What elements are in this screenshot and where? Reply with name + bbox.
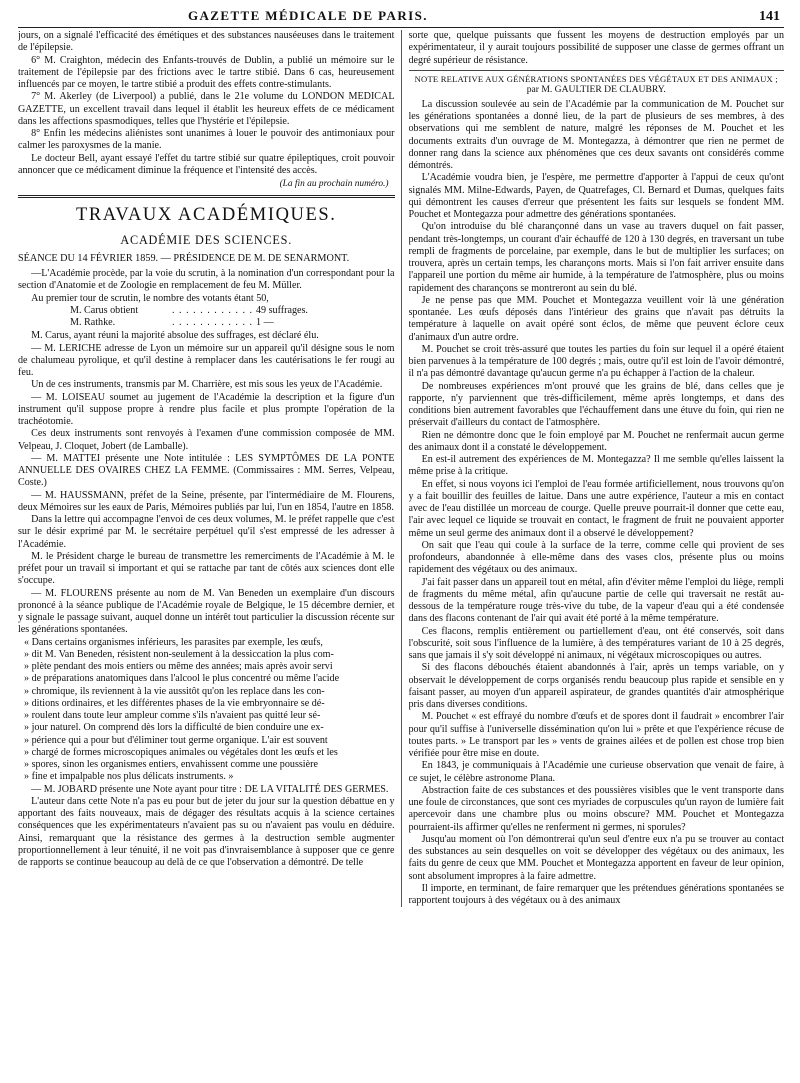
journal-title: GAZETTE MÉDICALE DE PARIS. — [188, 8, 428, 23]
paragraph: Dans la lettre qui accompagne l'envoi de ces deux volumes, M. le préfet rappelle que c'est sur le désir exprimé par M. le secrétaire perpétuel qu'il s'est empressé de les adresser à l'Académie. — [18, 514, 395, 550]
paragraph: — M. JOBARD présente une Note ayant pour titre : DE LA VITALITÉ DES GERMES. — [31, 783, 389, 795]
paragraph: Au premier tour de scrutin, le nombre des votants étant 50, — [31, 292, 269, 304]
continued-article — [18, 30, 395, 193]
academy-heading: ACADÉMIE DES SCIENCES. — [120, 232, 293, 247]
quote-line: » roulent dans toute leur ampleur comme s'ils n'avaient pas quitté leur sé- — [24, 710, 321, 722]
paragraph: Rien ne démontre donc que le foin employé par M. Pouchet ne renfermait aucun germe des animaux dont il a constaté le développement. — [408, 429, 784, 453]
session-heading: SÉANCE DU 14 FÉVRIER 1859. — PRÉSIDENCE DE M. DE SENARMONT. — [18, 252, 350, 264]
paragraph: Ces deux instruments sont renvoyés à l'examen d'une commission composée de MM. Velpeau, J. Cloquet, Jobert (de Lamballe). — [18, 428, 395, 452]
quote-line: » plète pendant des mois entiers ou même des années; mais après avoir servi — [24, 661, 333, 673]
quote-line: » chargé de formes microscopiques animales ou végétales dont les œufs et les — [24, 746, 338, 758]
paragraph: J'ai fait passer dans un appareil tout en métal, afin d'éviter même l'emploi du liège, rempli de fragments du même métal, afin qu'aucune partie de celle qui traversait ne restât au-dessous de la température rouge très-vive du tube, de la vapeur d'eau qui a été condensée dans des flacons contenant de l'air qui avait été porté à la même température. — [408, 576, 784, 625]
quote-line: » chromique, ils reviennent à la vie aussitôt qu'on les replace dans les con- — [24, 685, 325, 697]
paragraph: Je ne pense pas que MM. Pouchet et Montegazza veuillent voir là une génération spontanée. Les œufs déposés dans l'intérieur des grains que n'avait pas détruits la température à laquelle on avait opéré sont éclos, de même que peuvent éclore ceux d'animaux d'un autre ordre. — [408, 294, 784, 343]
article-divider — [409, 70, 785, 71]
paragraph: — M. FLOURENS présente au nom de M. Van Beneden un exemplaire d'un discours prononcé à la séance publique de l'Académie royale de Belgique, le 15 décembre dernier, et y signale le passage suivant, auquel donne un intérêt tout particulier la discussion récente sur les générations spontanées. — [18, 587, 395, 636]
note-body — [409, 99, 785, 908]
header-rule — [18, 27, 784, 28]
section-title: TRAVAUX ACADÉMIQUES. — [75, 205, 337, 226]
paragraph: Le docteur Bell, ayant essayé l'effet du tartre stibié sur quatre épileptiques, croit pouvoir annoncer que ce médicament diminue la fréquence et l'intensité des accès. — [18, 152, 395, 176]
right-column — [409, 30, 785, 907]
note-title: NOTE RELATIVE AUX GÉNÉRATIONS SPONTANÉES DES VÉGÉTAUX ET DES ANIMAUX ; — [414, 73, 778, 84]
vote-count: 1 — — [256, 317, 274, 329]
paragraph: La discussion soulevée au sein de l'Académie par la communication de M. Pouchet sur les générations spontanées a donné lieu, de la part de plusieurs de ses membres, à des observations qui me semblent de nature, malgré les réponses de M. Pouchet et les documents extraits d'un ouvrage de M. Montegazza, à démontrer que rien ne permet de donner rang dans la science aux phénomènes que ces deux savants ont considérés comme démontrés. — [408, 98, 784, 172]
paragraph: L'auteur dans cette Note n'a pas eu pour but de jeter du jour sur la question débattue en y apportant des faits nouveaux, mais de dégager des résultats acquis à la science certaines conséquences que les expérimentateurs n'avaient pas su ou n'avaient pas voulu en déduire. Ainsi, remarquant que la résistance des germes à la destruction semble augmenter proportionnellement à leur ténuité, il ne voit pas d'invraisemblance à supposer que ce genre de rapports se continue beaucoup au delà de ce que l'observation a démontré. De telle — [18, 795, 395, 869]
quote-line: » fine et impalpable nos plus délicats instruments. » — [24, 771, 234, 783]
paragraph: L'Académie voudra bien, je l'espère, me permettre d'apporter à l'appui de ceux qu'ont signalés MM. Milne-Edwards, Payen, de Quatrefages, Cl. Bernard et Dumas, quelques faits qui démontrent les causes d'erreur que présentent les faits sur lesquels se fondent MM. Pouchet et Montegazza pour admettre des générations spontanées. — [408, 172, 784, 221]
paragraph: jours, on a signalé l'efficacité des émétiques et des substances nauséeuses dans le traitement de l'épilepsie. — [18, 30, 395, 54]
paragraph: On sait que l'eau qui coule à la surface de la terre, comme celle qui provient de ses profondeurs, abandonnée à elle-même dans des vases clos, présente plus ou moins rapidement des végétaux ou des animaux. — [408, 539, 784, 576]
paragraph: 7° M. Akerley (de Liverpool) a publié, dans le 21e volume du LONDON MEDICAL GAZETTE, un excellent travail dans lequel il établit les heureux effets de ce médicament dans les affections spasmodiques, telles que l'hystérie et l'épilepsie. — [18, 91, 395, 127]
paragraph: sorte que, quelque puissants que fussent les moyens de destruction employés par un expérimentateur, il y aurait toujours possibilité de supposer une classe de germes offrant un degré supérieur de résistance. — [408, 30, 784, 66]
paragraph: De nombreuses expériences m'ont prouvé que les grains de blé, dans celles que je rapporte, n'y parviennent que très-difficilement, même après longtemps, et dans des conditions bien autrement favorables que l'échauffement dans une étuve du foin, qui rien ne préservait d'ailleurs du contact de l'atmosphère. — [408, 380, 784, 429]
paragraph: — M. LOISEAU soumet au jugement de l'Académie la description et la figure d'un instrument qu'il suppose propre à rendre plus facile et plus prompte l'opération de la trachéotomie. — [18, 391, 395, 428]
paragraph: Qu'on introduise du blé charançonné dans un vase au travers duquel on fait passer, pendant très-longtemps, un courant d'air échauffé de 120 à 130 degrés, en traversant un tube rempli de fragments de porcelaine, par exemple, dans le but de multiplier les surfaces; on trouvera, après un certain temps, les charançons morts. Mais si l'on fait arriver ensuite dans l'appareil une portion du même air humide, à la température de l'atmosphère, plus ou moins rapidement des charançons se montreront au sein du blé. — [408, 221, 784, 294]
paragraph: Un de ces instruments, transmis par M. Charrière, est mis sous les yeux de l'Académie. — [31, 379, 383, 391]
paragraph: Il importe, en terminant, de faire remarquer que les prétendues générations spontanées se rapportent toujours à des végétaux ou à des animaux — [408, 882, 784, 907]
vote-count: 49 suffrages. — [256, 304, 308, 316]
block-quote — [18, 637, 395, 784]
quote-line: » spores, sinon les organismes entiers, envahissent comme une poussière — [24, 759, 318, 771]
vote-results — [70, 305, 395, 330]
leader-dots: . . . . . . . . . . . . — [172, 317, 254, 329]
vote-row — [70, 317, 395, 329]
page-number: 141 — [759, 9, 780, 24]
paragraph: 6° M. Craighton, médecin des Enfants-trouvés de Dublin, a publié un mémoire sur le traitement de l'épilepsie par des frictions avec le tartre stibié. Dans 6 cas, heureusement influencés par ce moyen, le tartre stibié a produit des effets contre-stimulants. — [18, 54, 395, 90]
vote-row — [70, 305, 395, 317]
paragraph: 8° Enfin les médecins aliénistes sont unanimes à louer le pouvoir des antimoniaux pour calmer les paroxysmes de la manie. — [18, 128, 395, 152]
quote-line: » jour naturel. On comprend dès lors la difficulté de bien conduire une ex- — [24, 722, 324, 734]
leader-dots: . . . . . . . . . . . . — [172, 304, 254, 316]
quote-line: » dit M. Van Beneden, résistent non-seulement à la dessiccation la plus com- — [24, 648, 334, 660]
quote-line: « Dans certains organismes inférieurs, les parasites par exemple, les œufs, — [24, 636, 323, 648]
note-author: par M. GAULTIER DE CLAUBRY. — [526, 84, 666, 96]
paragraph: En 1843, je communiquais à l'Académie une curieuse observation que venait de faire, à ce sujet, le célèbre astronome Plana. — [408, 760, 784, 784]
paragraph: —L'Académie procède, par la voie du scrutin, à la nomination d'un correspondant pour la section d'Anatomie et de Zoologie en remplacement de feu M. Müller. — [18, 268, 395, 292]
quote-line: » périence qui a pour but d'éliminer tout germe organique. L'air est souvent — [24, 734, 328, 746]
paragraph: — M. HAUSSMANN, préfet de la Seine, présente, par l'intermédiaire de M. Flourens, deux Mémoires sur les eaux de Paris, Mémoires publiés par lui, l'un en 1854, l'autre en 1858. — [18, 489, 395, 513]
running-header — [18, 8, 784, 27]
paragraph: Si des flacons débouchés étaient abandonnés à l'air, après un temps variable, on y observait le développement de corps organisés rendu beaucoup plus rapide et sensible en y faisant passer, au moyen d'un appareil aspirateur, de grandes quantités d'air atmosphérique pris dans diverses conditions. — [408, 662, 784, 711]
to-be-continued: (La fin au prochain numéro.) — [279, 179, 389, 189]
paragraph: Abstraction faite de ces substances et des poussières visibles que le vent transporte dans une foule de circonstances, que sont ces myriades de corpuscules qu'un rayon de lumière fait apercevoir dans une chambre plus ou moins obscure? MM. Pouchet et Montegazza pourraient-ils affirmer qu'elles ne renferment ni germes, ni sporules? — [408, 784, 784, 833]
paragraph: En est-il autrement des expériences de M. Montegazza? Il me semble qu'elles laissent la même prise à la critique. — [408, 454, 784, 478]
paragraph: M. Carus, ayant réuni la majorité absolue des suffrages, est déclaré élu. — [31, 330, 319, 342]
paragraph: — M. LERICHE adresse de Lyon un mémoire sur un appareil qu'il désigne sous le nom de chalumeau pyrolique, et qu'il destine à remplacer dans les cautérisations le fer rougi au feu. — [18, 342, 395, 379]
paragraph: M. Pouchet se croit très-assuré que toutes les parties du foin sur lequel il a opéré étaient bien parvenues à la température de 100 degrés ; mais, outre qu'il est loin de l'avoir démontré, il n'a pas démontré davantage qu'aucun germe n'a pu échapper à l'action de la chaleur. — [408, 343, 784, 380]
quote-line: » de préparations anatomiques dans l'alcool le plus concentré ou même l'acide — [24, 673, 340, 685]
left-column — [18, 30, 402, 907]
paragraph: Ces flacons, remplis entièrement ou partiellement d'eau, ont été conservés, soit dans l'obscurité, soit sous l'influence de la lumière, à des températures variant de 10 à 25 degrés, sans que jamais il s'y soit développé ni animaux, ni végétaux microscopiques ou autres. — [408, 625, 784, 662]
paragraph: M. Pouchet « est effrayé du nombre d'œufs et de spores dont il faudrait » encombrer l'air pour qu'il suffise à l'universelle dissémination qu'on lui » prête et que l'expérience récuse de toutes parts. » Le transport par les » vents de graines ailées et de pollen est chose trop bien vérifiée pour être mise en doute. — [408, 711, 784, 760]
paragraph: — M. MATTEI présente une Note intitulée : LES SYMPTÔMES DE LA PONTE ANNUELLE DES OVAIRES CHEZ LA FEMME. (Commissaires : MM. Serres, Velpeau, Coste.) — [18, 452, 395, 489]
paragraph: Jusqu'au moment où l'on démontrerai qu'un seul d'entre eux n'a pu se trouver au contact des substances au sein desquelles on voit se développer des végétaux ou des animaux, les faits du genre de ceux que MM. Pouchet et Montegazza apportent en faveur de leur opinion, sont absolument impropres à la faire admettre. — [408, 833, 784, 882]
candidate-name: M. Rathke. — [70, 317, 116, 329]
two-column-body — [18, 30, 784, 907]
paragraph: En effet, si nous voyons ici l'emploi de l'eau formée artificiellement, nous trouvons qu'on y a fait bouillir des feuilles de laitue. Dans une autre expérience, l'auteur a mis en contact avec de l'eau distillée un morceau de courge. Quelle preuve pourrait-il donner que cette eau, l'air avec lequel ce liquide se trouvait en contact, le fragment de fruit ne pouvaient apporter même un seul germe des animaux dont il a observé le développement? — [408, 478, 784, 539]
paragraph: M. le Président charge le bureau de transmettre les remerciments de l'Académie à M. le préfet pour un travail si important et qui se rattache par tant de côtés aux sciences dont elle s'occupe. — [18, 550, 395, 587]
section-divider — [18, 195, 395, 198]
quote-line: » ditions ordinaires, et les différentes phases de la vie embryonnaire se dé- — [24, 697, 325, 709]
candidate-name: M. Carus obtient — [70, 304, 139, 316]
